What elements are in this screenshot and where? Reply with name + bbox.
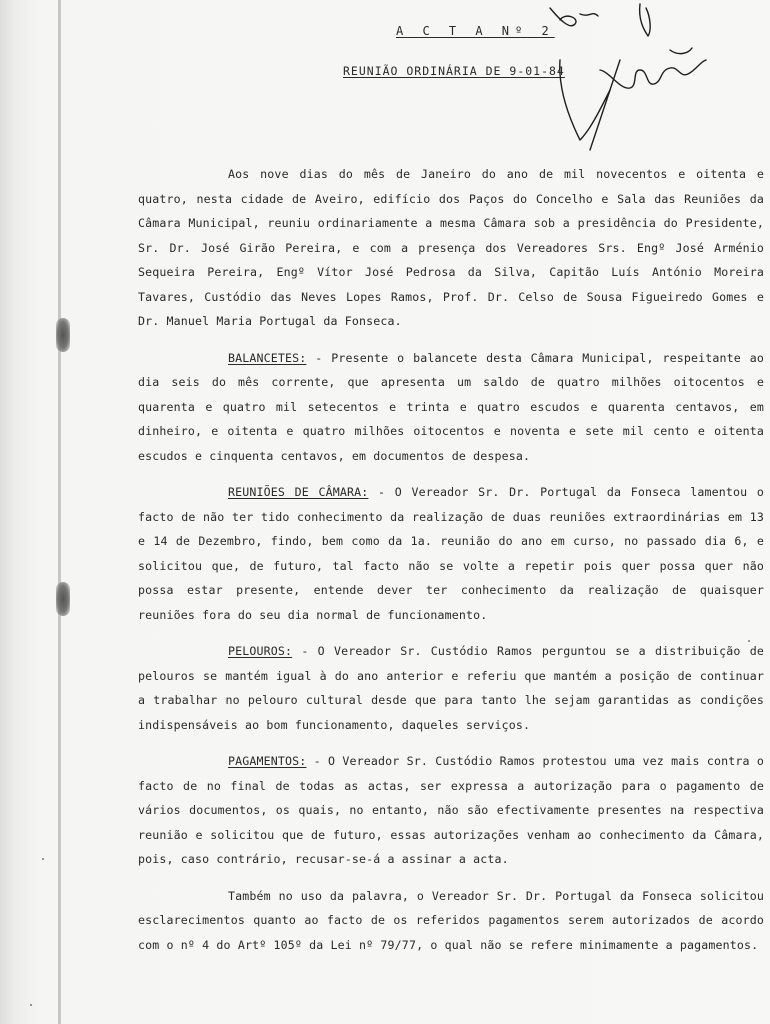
punch-hole bbox=[56, 318, 70, 352]
paragraph-text: - O Vereador Sr. Custódio Ramos perguntou se a distribuição de pelouros se mantém igual à do ano anterior e referiu que mantém a posição de continuar a trabalhar no pelouro cultural desde que para tanto lhe sejam garantidas as condições indispensáveis ao bom funcionamento, daqueles serviços. bbox=[138, 644, 764, 732]
handwritten-signature bbox=[520, 0, 720, 160]
document-body bbox=[138, 162, 764, 969]
paragraph-text: Também no uso da palavra, o Vereador Sr. Dr. Portugal da Fonseca solicitou esclarecimentos quanto ao facto de os referidos pagamentos serem autorizados de acordo com o nº 4 do Artº 105º da Lei nº 79/77, o qual não se refere minimamente a pagamentos. bbox=[138, 888, 764, 952]
pelouros-paragraph bbox=[138, 639, 764, 737]
opening-paragraph bbox=[138, 162, 764, 334]
document-title: A C T A Nº 2 bbox=[396, 24, 555, 38]
paragraph-text: - Presente o balancete desta Câmara Municipal, respeitante ao dia seis do mês corrente, que apresenta um saldo de quatro milhões oitocentos e quarenta e quatro mil setecentos e trinta e quatro escudos e quarenta centavos, em dinheiro, e oitenta e quatro milhões oitocentos e noventa e sete mil cento e oitenta escudos e cinquenta centavos, em documentos de despesa. bbox=[138, 350, 764, 463]
meeting-date-line: REUNIÃO ORDINÁRIA DE 9-01-84 bbox=[343, 64, 565, 78]
closing-paragraph bbox=[138, 884, 764, 958]
paragraph-text: - O Vereador Sr. Dr. Portugal da Fonseca lamentou o facto de não ter tido conhecimento da realização de duas reuniões extraordinárias em 13 e 14 de Dezembro, findo, bem como da 1a. reunião do ano em curso, no passado dia 6, e solicitou que, de futuro, tal facto não se volte a repetir pois quer possa quer não possa estar presente, entende dever ter conhecimento da realização de quaisquer reuniões fora do seu dia normal de funcionamento. bbox=[138, 485, 764, 622]
section-heading: REUNIÕES DE CÂMARA: bbox=[228, 485, 369, 499]
pagamentos-paragraph bbox=[138, 749, 764, 872]
section-heading: PAGAMENTOS: bbox=[228, 754, 307, 768]
paragraph-text: Aos nove dias do mês de Janeiro do ano de mil novecentos e oitenta e quatro, nesta cidade de Aveiro, edifício dos Paços do Concelho e Sala das Reuniões da Câmara Municipal, reuniu ordinariamente a mesma Câmara sob a presidência do Presidente, Sr. Dr. José Girão Pereira, e com a presença dos Vereadores Srs. Engº José Arménio Sequeira Pereira, Engº Vítor José Pedrosa da Silva, Capitão Luís António Moreira Tavares, Custódio das Neves Lopes Ramos, Prof. Dr. Celso de Sousa Figueiredo Gomes e Dr. Manuel Maria Portugal da Fonseca. bbox=[138, 167, 764, 328]
balancetes-paragraph bbox=[138, 346, 764, 469]
reunioes-paragraph bbox=[138, 480, 764, 627]
section-heading: BALANCETES: bbox=[228, 350, 307, 365]
paragraph-text: - O Vereador Sr. Custódio Ramos protestou uma vez mais contra o facto de no final de todas as actas, ser expressa a autorização para o pagamento de vários documentos, os quais, no entanto, não são efectivamente presentes na respectiva reunião e solicitou que de futuro, essas autorizações venham ao conhecimento da Câmara, pois, caso contrário, recusar-se-á a assinar a acta. bbox=[138, 754, 764, 866]
binding-edge bbox=[58, 0, 61, 1024]
punch-hole bbox=[56, 582, 70, 616]
section-heading: PELOUROS: bbox=[228, 644, 293, 658]
